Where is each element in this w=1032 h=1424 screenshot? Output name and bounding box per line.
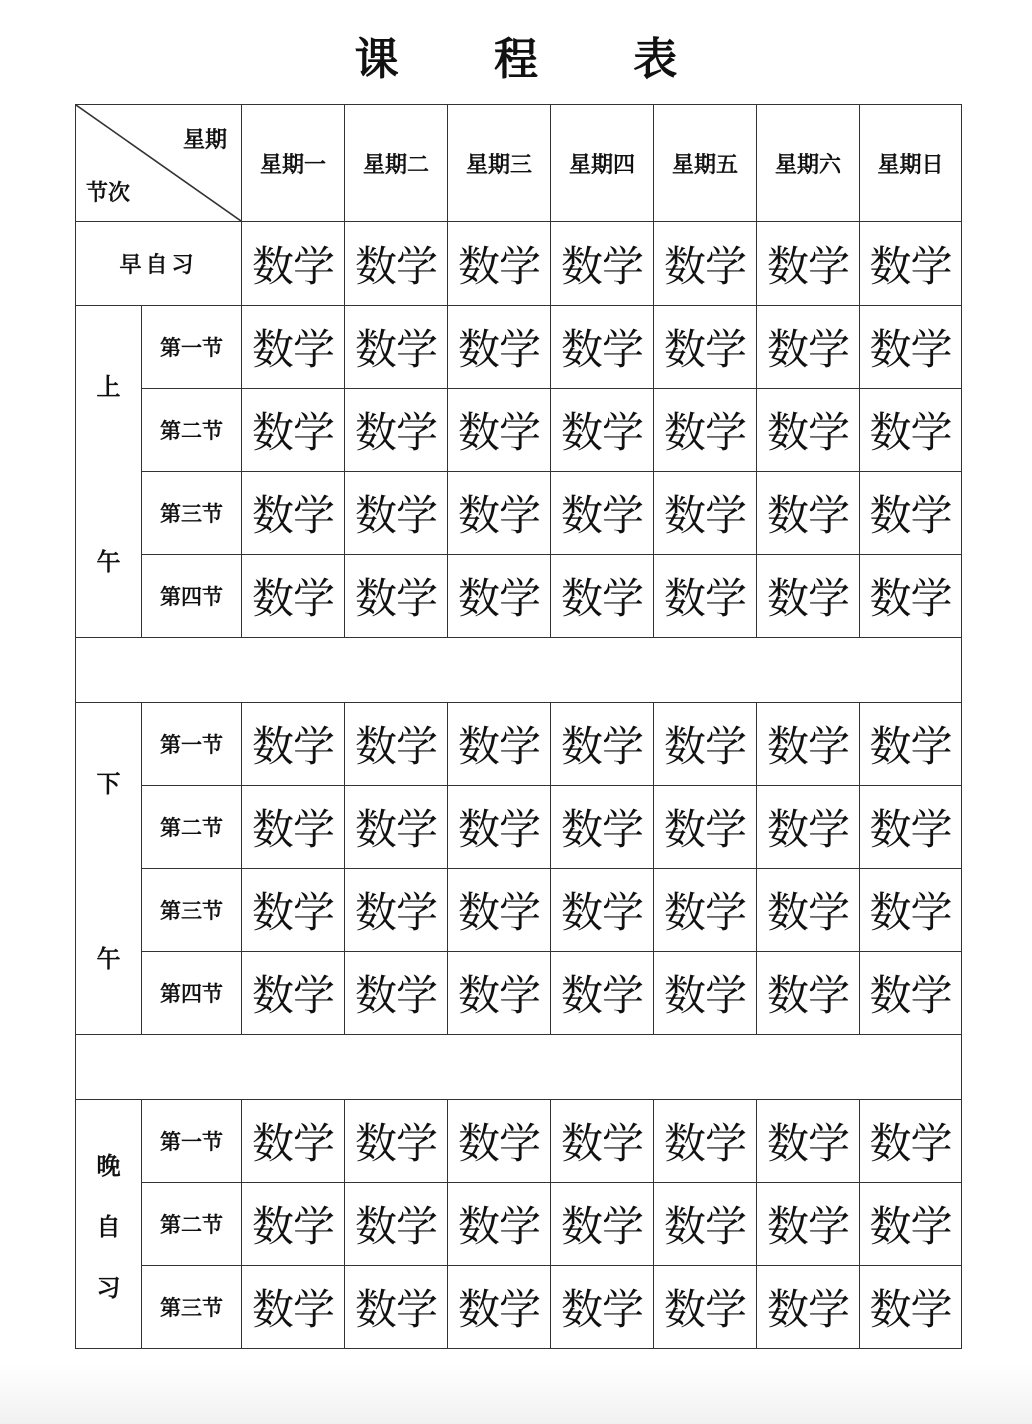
subject-cell: 数学	[757, 869, 860, 952]
afternoon-period-row	[76, 786, 962, 869]
period-name: 第三节	[142, 869, 242, 952]
subject-cell: 数学	[757, 1266, 860, 1349]
break-cell	[76, 638, 962, 703]
period-name: 第四节	[142, 952, 242, 1035]
subject-cell: 数学	[242, 786, 345, 869]
corner-cell	[76, 105, 242, 222]
subject-cell: 数学	[448, 1266, 551, 1349]
subject-cell: 数学	[757, 555, 860, 638]
section-label-char: 午	[96, 944, 121, 973]
subject-cell: 数学	[551, 869, 654, 952]
subject-cell: 数学	[448, 1100, 551, 1183]
subject-cell: 数学	[860, 1100, 962, 1183]
subject-cell: 数学	[448, 786, 551, 869]
subject-cell: 数学	[860, 306, 962, 389]
period-name: 第一节	[142, 703, 242, 786]
break-cell	[76, 1035, 962, 1100]
evening-period-row	[76, 1266, 962, 1349]
morning-study-label: 早自习	[76, 222, 242, 306]
subject-cell: 数学	[654, 703, 757, 786]
break-row	[76, 1035, 962, 1100]
afternoon-period-row	[76, 703, 962, 786]
period-name: 第二节	[142, 1183, 242, 1266]
subject-cell: 数学	[654, 472, 757, 555]
subject-cell: 数学	[654, 786, 757, 869]
morning-period-row	[76, 555, 962, 638]
subject-cell: 数学	[654, 555, 757, 638]
subject-cell: 数学	[757, 389, 860, 472]
period-name: 第二节	[142, 389, 242, 472]
subject-cell: 数学	[860, 389, 962, 472]
subject-cell: 数学	[551, 1100, 654, 1183]
subject-cell: 数学	[242, 703, 345, 786]
subject-cell: 数学	[551, 952, 654, 1035]
subject-cell: 数学	[242, 306, 345, 389]
day-header-thursday: 星期四	[551, 105, 654, 222]
section-label-char: 晚	[96, 1151, 121, 1180]
subject-cell: 数学	[448, 555, 551, 638]
subject-cell: 数学	[551, 222, 654, 306]
subject-cell: 数学	[551, 786, 654, 869]
subject-cell: 数学	[345, 703, 448, 786]
subject-cell: 数学	[345, 389, 448, 472]
subject-cell: 数学	[242, 222, 345, 306]
morning-study-row	[76, 222, 962, 306]
subject-cell: 数学	[242, 389, 345, 472]
subject-cell: 数学	[654, 306, 757, 389]
section-label-char: 午	[96, 547, 121, 576]
corner-weekday-label: 星期	[182, 128, 227, 153]
subject-cell: 数学	[448, 1183, 551, 1266]
subject-cell: 数学	[345, 1183, 448, 1266]
subject-cell: 数学	[860, 472, 962, 555]
subject-cell: 数学	[860, 1183, 962, 1266]
corner-period-label: 节次	[86, 181, 131, 206]
evening-period-row	[76, 1100, 962, 1183]
subject-cell: 数学	[345, 869, 448, 952]
day-header-tuesday: 星期二	[345, 105, 448, 222]
subject-cell: 数学	[345, 952, 448, 1035]
subject-cell: 数学	[757, 786, 860, 869]
subject-cell: 数学	[448, 222, 551, 306]
subject-cell: 数学	[654, 952, 757, 1035]
break-row	[76, 638, 962, 703]
subject-cell: 数学	[757, 222, 860, 306]
day-header-friday: 星期五	[654, 105, 757, 222]
day-header-wednesday: 星期三	[448, 105, 551, 222]
afternoon-section-label	[76, 703, 142, 1035]
subject-cell: 数学	[551, 389, 654, 472]
subject-cell: 数学	[860, 952, 962, 1035]
subject-cell: 数学	[448, 869, 551, 952]
subject-cell: 数学	[860, 222, 962, 306]
subject-cell: 数学	[345, 472, 448, 555]
period-name: 第一节	[142, 306, 242, 389]
subject-cell: 数学	[448, 952, 551, 1035]
day-header-sunday: 星期日	[860, 105, 962, 222]
section-label-char: 自	[96, 1212, 121, 1241]
period-name: 第三节	[142, 472, 242, 555]
subject-cell: 数学	[654, 222, 757, 306]
schedule-body	[76, 105, 962, 1349]
subject-cell: 数学	[551, 555, 654, 638]
subject-cell: 数学	[757, 703, 860, 786]
section-label-char: 上	[96, 372, 121, 401]
subject-cell: 数学	[242, 1266, 345, 1349]
subject-cell: 数学	[448, 472, 551, 555]
day-header-monday: 星期一	[242, 105, 345, 222]
subject-cell: 数学	[345, 555, 448, 638]
subject-cell: 数学	[345, 222, 448, 306]
subject-cell: 数学	[242, 555, 345, 638]
afternoon-period-row	[76, 952, 962, 1035]
subject-cell: 数学	[860, 786, 962, 869]
morning-section-label	[76, 306, 142, 638]
morning-period-row	[76, 306, 962, 389]
subject-cell: 数学	[448, 703, 551, 786]
period-name: 第四节	[142, 555, 242, 638]
subject-cell: 数学	[242, 869, 345, 952]
subject-cell: 数学	[551, 703, 654, 786]
header-row	[76, 105, 962, 222]
page-bottom-edge	[0, 1364, 1032, 1424]
subject-cell: 数学	[345, 1100, 448, 1183]
subject-cell: 数学	[242, 952, 345, 1035]
subject-cell: 数学	[654, 869, 757, 952]
subject-cell: 数学	[345, 306, 448, 389]
day-header-saturday: 星期六	[757, 105, 860, 222]
subject-cell: 数学	[242, 1183, 345, 1266]
subject-cell: 数学	[757, 1100, 860, 1183]
subject-cell: 数学	[860, 555, 962, 638]
subject-cell: 数学	[860, 1266, 962, 1349]
subject-cell: 数学	[860, 703, 962, 786]
subject-cell: 数学	[654, 1183, 757, 1266]
subject-cell: 数学	[654, 1100, 757, 1183]
morning-period-row	[76, 389, 962, 472]
subject-cell: 数学	[757, 306, 860, 389]
evening-section-label	[76, 1100, 142, 1349]
schedule-table	[75, 104, 962, 1349]
section-label-char: 下	[96, 769, 121, 798]
subject-cell: 数学	[654, 1266, 757, 1349]
subject-cell: 数学	[242, 472, 345, 555]
period-name: 第三节	[142, 1266, 242, 1349]
subject-cell: 数学	[860, 869, 962, 952]
subject-cell: 数学	[757, 472, 860, 555]
subject-cell: 数学	[551, 472, 654, 555]
subject-cell: 数学	[345, 786, 448, 869]
period-name: 第一节	[142, 1100, 242, 1183]
subject-cell: 数学	[448, 389, 551, 472]
subject-cell: 数学	[757, 952, 860, 1035]
subject-cell: 数学	[551, 1266, 654, 1349]
subject-cell: 数学	[242, 1100, 345, 1183]
subject-cell: 数学	[757, 1183, 860, 1266]
period-name: 第二节	[142, 786, 242, 869]
subject-cell: 数学	[448, 306, 551, 389]
page-title: 课 程 表	[354, 34, 718, 85]
afternoon-period-row	[76, 869, 962, 952]
evening-period-row	[76, 1183, 962, 1266]
section-label-char: 习	[96, 1273, 121, 1302]
subject-cell: 数学	[551, 306, 654, 389]
subject-cell: 数学	[551, 1183, 654, 1266]
subject-cell: 数学	[654, 389, 757, 472]
subject-cell: 数学	[345, 1266, 448, 1349]
morning-period-row	[76, 472, 962, 555]
